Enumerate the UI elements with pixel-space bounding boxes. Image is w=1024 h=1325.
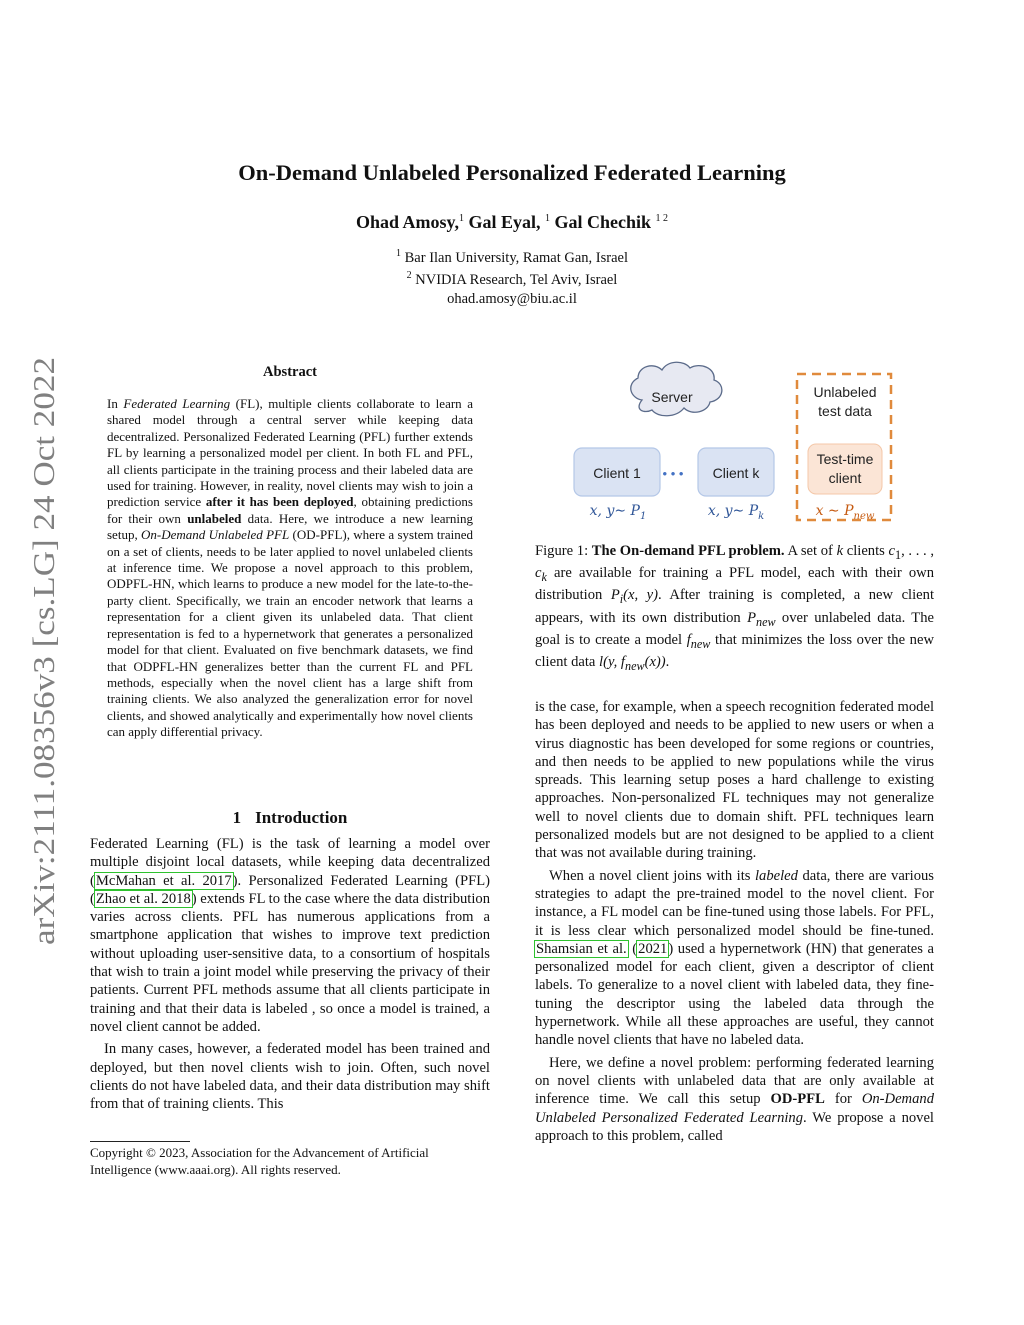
arxiv-sidebar-svg	[24, 355, 64, 945]
abstract-heading: Abstract	[263, 364, 317, 380]
intro-right-paragraph-2: When a novel client joins with its labeled data, there are various strategies to adapt the pre-trained model to the novel client. For instance, a FL model can be fine-tuned using those labels. For PFL, it is less clear which personalized model should be fine-tuned. Shamsian et al. (2021) used a hypernetwork (HN) that generates a personalized model for each client, given a descriptor of client labels. To generalize to a novel client with labeled data, they fine-tuning the descriptor using the labeled data through the hypernetwork. While all these approaches are useful, they cannot handle novel clients that have no labeled data.	[535, 867, 934, 1049]
figure-1	[560, 358, 940, 528]
citation-zhao[interactable]: Zhao et al. 2018	[95, 890, 191, 907]
client-1-label: Client 1	[593, 465, 641, 481]
author-3: Gal Chechik	[554, 212, 652, 232]
arxiv-sidebar	[24, 355, 64, 945]
client-1-box	[574, 448, 660, 496]
citation-shamsian[interactable]: Shamsian et al.	[536, 940, 627, 957]
author-email: ohad.amosy@biu.ac.il	[447, 290, 577, 307]
author-1: Ohad Amosy,	[355, 212, 459, 232]
intro-right-column	[535, 698, 934, 1145]
dist-client-1: x, y∼ $P_1$	[589, 503, 647, 522]
figure-1-diagram	[560, 358, 940, 528]
copyright-footnote: Copyright © 2023, Association for the Advancement of Artificial Intelligence (www.aaai.org). All rights reserved.	[90, 1145, 429, 1177]
author-list: Ohad Amosy,$^1$ Gal Eyal, $^1$ Gal Chechik $^{1 2}$	[355, 212, 669, 232]
intro-left-column	[90, 835, 490, 1113]
intro-right-paragraph-1: is the case, for example, when a speech recognition federated model has been deployed and needs to be applied to new users or when a virus diagnostic has been developed for some regions or countries, and then needs to be applied to new populations while the virus spreads. This learning setup poses a hard challenge to existing approaches. Non-personalized FL techniques may not generalize well to novel clients due to domain shift. PFL techniques learn personalized models but are not designed to be applied to a client that was not available during training.	[535, 699, 934, 862]
abstract-text: In Federated Learning (FL), multiple clients collaborate to learn a shared model through a central server while keeping data decentralized. Personalized Federated Learning (PFL) further extends FL by learning a personalized model per client. In both FL and PFL, all clients participate in the training process and their labeled data are used for training. However, in reality, novel clients may wish to join a prediction service after it has been deployed, obtaining predictions for their own unlabeled data. Here, we introduce a new learning setup, On-Demand Unlabeled PFL (OD-PFL), where a system trained on a set of clients, needs to be later applied to novel unlabeled clients at inference time. We propose a novel approach to this problem, ODPFL-HN, which learns to produce a new model for the late-to-the-party client. Specifically, we train an encoder network that learns a representation for a client given its unlabeled data. That client representation is fed to a hypernetwork that generates a personalized model for that client. Evaluated on five benchmark datasets, we find that ODPFL-HN generalizes better than the current FL and PFL methods, especially when the novel client has a large shift from training clients. We also analyzed the generalization error for novel clients, and showed analytically and experimentally how novel clients can apply differential privacy.	[107, 396, 474, 740]
affiliation-2: $^2$ NVIDIA Research, Tel Aviv, Israel	[406, 270, 618, 289]
author-2: Gal Eyal,	[468, 212, 541, 232]
affiliations	[0, 245, 1024, 308]
intro-paragraph-2: In many cases, however, a federated model has been trained and deployed, but then novel clients wish to join. Often, such novel clients do not have labeled data, and their data distribution may shift from that of training clients. This	[90, 1041, 490, 1113]
citation-shamsian-year[interactable]: 2021	[638, 940, 668, 957]
unlabeled-label-line1: Unlabeled	[813, 384, 877, 400]
client-ellipsis: • • •	[662, 466, 684, 481]
dist-client-k: x, y∼ $P_k$	[707, 503, 765, 522]
arxiv-id: arXiv:2111.08356v3 [cs.LG] 24 Oct 2022	[26, 425, 61, 945]
server-cloud	[631, 362, 722, 416]
test-time-label-line1: Test-time	[816, 451, 874, 467]
intro-paragraph-1: Federated Learning (FL) is the task of learning a model over multiple disjoint local datasets, while keeping data decentralized (McMahan et al. 2017). Personalized Federated Learning (PFL) (Zhao et al. 2018) extends FL to the case where the data distribution varies across clients. PFL has numerous applications from a smartphone application that wishes to improve text prediction without uploading user-sensitive data, to a consortium of hospitals that wish to train a joint model while preserving the privacy of their patients. Current PFL methods assume that all clients participate in training and that their data is labeled , so once a model is trained, a novel client cannot be added.	[90, 836, 490, 1035]
client-k-box	[698, 448, 774, 496]
footnote-rule	[90, 1141, 190, 1142]
affiliation-1: $^1$ Bar Ilan University, Ramat Gan, Israel	[396, 248, 628, 266]
dist-new-client: x ∼ $P_{new}$	[815, 503, 875, 522]
section-heading-introduction: 1 Introduction	[232, 808, 348, 827]
intro-right-paragraph-3: Here, we define a novel problem: performing federated learning on novel clients with unlabeled data that are only available at inference time. We call this setup OD-PFL for On-Demand Unlabeled Personalized Federated Learning. We propose a novel approach to this problem, called	[535, 1054, 934, 1144]
paper-title: On-Demand Unlabeled Personalized Federated Learning	[238, 160, 786, 185]
citation-mcmahan[interactable]: McMahan et al. 2017	[95, 872, 232, 889]
test-time-label-line2: client	[828, 470, 862, 486]
test-time-client-box	[808, 444, 882, 494]
unlabeled-label-line2: test data	[818, 403, 872, 419]
client-k-label: Client k	[712, 465, 760, 481]
figure-1-caption: Figure 1: The On-demand PFL problem. A set of k clients $c_1$, . . . , $c_k$ are available for training a PFL model, each with their own distribution $P_i(x$, y). After training is completed, a new client appears, with its own distribution $P_{new}$ over unlabeled data. The goal is to create a model $f_{new}$ that minimizes the loss over the new client data l(y, $f_{new}(x)$).	[535, 543, 934, 673]
server-label: Server	[651, 389, 693, 405]
